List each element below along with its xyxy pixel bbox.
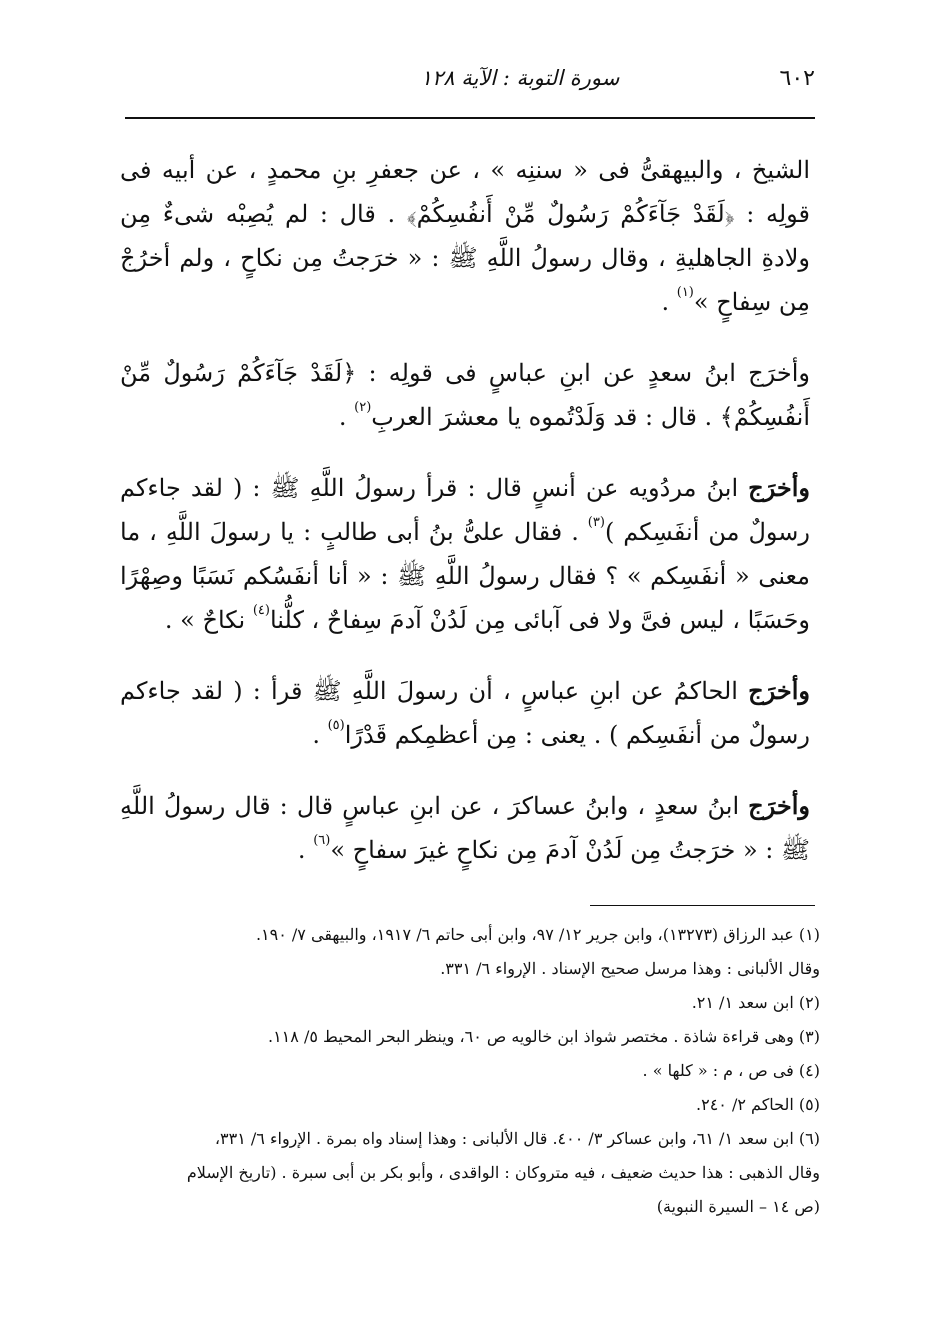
footnote-6: (٦) ابن سعد ١/ ٦١، وابن عساكر ٣/ ٤٠٠. قال الألبانى : وهذا إسناد واه بمرة . الإرواء ٦/ ٣٣١، bbox=[214, 1129, 820, 1148]
paragraph-2 bbox=[120, 351, 810, 439]
paragraph-2-end: . bbox=[338, 403, 355, 431]
footnote-ref-5: (٥) bbox=[327, 718, 345, 733]
footnote-6-continued-2: (ص ١٤ – السيرة النبوية) bbox=[656, 1197, 820, 1216]
paragraph-1 bbox=[120, 148, 810, 324]
paragraph-4-text: الحاكمُ عن ابنِ عباسٍ ، أن رسولَ اللَّهِ ﷺ قرأ : ( لقد جاءكم رسولٌ من أنفَسِكم ) . يعنى : مِن أعظمِكم قَدْرًا bbox=[120, 677, 810, 749]
footnote-ref-6: (٦) bbox=[313, 833, 331, 848]
paragraph-3-lead: وأخرَج bbox=[748, 473, 810, 502]
paragraph-3-text-a: ابنُ مردُويه عن أنسٍ قال : قرأ رسولُ اللَّهِ ﷺ : ( لقد جاءكم رسولٌ من أنفَسِكم ) bbox=[120, 474, 810, 546]
footnote-ref-1: (١) bbox=[676, 285, 694, 300]
page-number: ٦٠٢ bbox=[779, 66, 815, 91]
paragraph-3-text-b: . فقال علىُّ بنُ أبى طالبٍ : يا رسولَ اللَّهِ ، ما معنى « أنفَسِكم » ؟ فقال رسولُ اللَّهِ ﷺ : « أنا أنفَسُكم نَسَبًا وصِهْرًا وحَسَبًا ، ليس فىَّ ولا فى آبائى مِن لَدُنْ آدمَ سِفاحٌ ، كلُّنا bbox=[120, 518, 810, 634]
footnote-5: (٥) الحاكم ٢/ ٢٤٠. bbox=[696, 1095, 820, 1114]
paragraph-5-end: . bbox=[297, 836, 314, 864]
paragraph-5-lead: وأخرَج bbox=[748, 791, 810, 820]
paragraph-5 bbox=[120, 784, 810, 872]
paragraph-5-text: ابنُ سعدٍ ، وابنُ عساكرَ ، عن ابنِ عباسٍ قال : قال رسولُ اللَّهِ ﷺ : « خرَجتُ مِن لَدُنْ آدمَ مِن نكاحٍ غيرَ سفاحٍ » bbox=[120, 792, 810, 864]
footnote-1-continued: وقال الألبانى : وهذا مرسل صحيح الإسناد . الإرواء ٦/ ٣٣١. bbox=[440, 959, 820, 978]
paragraph-1-end: . bbox=[661, 288, 677, 316]
footnote-4: (٤) فى ص ، م : « كلها » . bbox=[642, 1061, 820, 1080]
paragraph-4-lead: وأخرَج bbox=[748, 676, 810, 705]
main-text bbox=[120, 148, 810, 899]
footnote-1: (١) عبد الرزاق (١٣٢٧٣)، وابن جرير ١٢/ ٩٧، وابن أبى حاتم ٦/ ١٩١٧، والبيهقى ٧/ ١٩٠. bbox=[255, 925, 820, 944]
footnote-2: (٢) ابن سعد ١/ ٢١. bbox=[691, 993, 820, 1012]
running-title: سورة التوبة : الآية ١٢٨ bbox=[420, 66, 620, 90]
footnote-3: (٣) وهى قراءة شاذة . مختصر شواذ ابن خالويه ص ٦٠، وينظر البحر المحيط ٥/ ١١٨. bbox=[267, 1027, 820, 1046]
paragraph-4 bbox=[120, 669, 810, 757]
footnotes bbox=[120, 918, 820, 1224]
paragraph-3 bbox=[120, 466, 810, 642]
footnote-rule bbox=[590, 905, 815, 906]
paragraph-1-text: الشيخ ، والبيهقىُّ فى « سننِه » ، عن جعفرِ بنِ محمدٍ ، عن أبيه فى قولِه : ﴿لَقَدْ جَآءَكُمْ رَسُولٌ مِّنْ أَنفُسِكُمْ﴾ . قال : لم يُصِبْه شىءٌ مِن ولادةِ الجاهليةِ ، وقال رسولُ اللَّهِ ﷺ : « خرَجتُ مِن نكاحٍ ، ولم أخرُجْ مِن سِفاحٍ » bbox=[120, 156, 810, 316]
footnote-ref-3: (٣) bbox=[587, 515, 605, 530]
paragraph-2-text: وأخرَج ابنُ سعدٍ عن ابنِ عباسٍ فى قولِه : ﴿لَقَدْ جَآءَكُمْ رَسُولٌ مِّنْ أَنفُسِكُمْ﴾ . قال : قد وَلَدْتُموه يا معشرَ العربِ bbox=[120, 359, 810, 431]
header-rule bbox=[125, 117, 815, 119]
page-header bbox=[125, 62, 815, 100]
footnote-ref-2: (٢) bbox=[354, 400, 372, 415]
paragraph-4-end: . bbox=[312, 721, 328, 749]
paragraph-3-text-c: نكاحٌ » . bbox=[164, 606, 253, 634]
footnote-6-continued: وقال الذهبى : هذا حديث ضعيف ، فيه متروكان : الواقدى ، وأبو بكر بن أبى سبرة . (تاريخ الإسلام bbox=[186, 1163, 820, 1182]
footnote-ref-4: (٤) bbox=[252, 603, 270, 618]
